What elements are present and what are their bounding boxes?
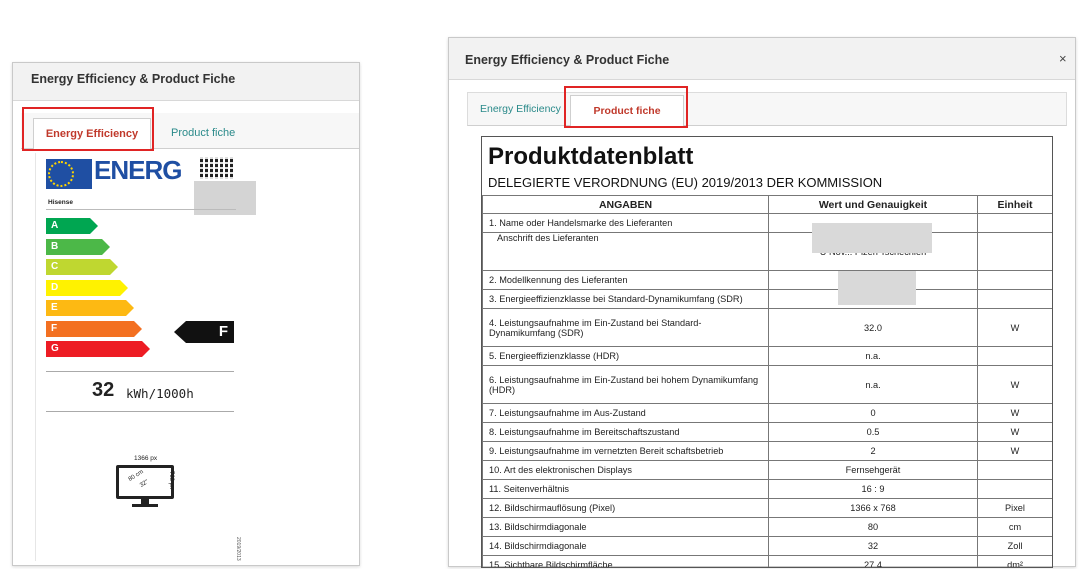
energy-heading: ENERG	[94, 155, 182, 185]
row-value: 0.5	[769, 423, 978, 442]
row-unit: W	[978, 366, 1053, 404]
row-unit	[978, 480, 1053, 499]
row-value: 0	[769, 404, 978, 423]
row-unit: W	[978, 442, 1053, 461]
regulation-code: 2019/2013	[235, 537, 241, 561]
panel-header	[13, 63, 359, 101]
product-fiche-dialog	[448, 37, 1076, 567]
energy-class-bar: F	[46, 321, 134, 337]
table-row	[483, 290, 1053, 309]
divider	[46, 209, 236, 210]
row-label: 9. Leistungsaufnahme im vernetzten Bereit schaftsbetrieb	[483, 442, 769, 461]
row-unit: W	[978, 404, 1053, 423]
energy-class-bar: D	[46, 280, 120, 296]
row-value: 27.4	[769, 556, 978, 569]
table-row	[483, 404, 1053, 423]
energy-efficiency-panel	[12, 62, 360, 566]
column-header: Einheit	[978, 196, 1053, 214]
row-label: 10. Art des elektronischen Displays	[483, 461, 769, 480]
table-row	[483, 480, 1053, 499]
dialog-header	[449, 38, 1075, 80]
row-unit	[978, 233, 1053, 271]
row-unit	[978, 271, 1053, 290]
table-row	[483, 499, 1053, 518]
row-value: 1366 x 768	[769, 499, 978, 518]
row-label: 14. Bildschirmdiagonale	[483, 537, 769, 556]
redacted-area	[838, 271, 916, 305]
table-row	[483, 233, 1053, 271]
row-label: 3. Energieeffizienzklasse bei Standard-Dynamikumfang (SDR)	[483, 290, 769, 309]
close-button[interactable]: ×	[1059, 51, 1067, 66]
row-label: 15. Sichtbare Bildschirmfläche	[483, 556, 769, 569]
table-row	[483, 347, 1053, 366]
energy-class-bar: E	[46, 300, 126, 316]
row-label: 13. Bildschirmdiagonale	[483, 518, 769, 537]
energy-class-bar: A	[46, 218, 90, 234]
row-value: n.a.	[769, 347, 978, 366]
table-row	[483, 442, 1053, 461]
row-unit	[978, 347, 1053, 366]
sheet-subtitle: DELEGIERTE VERORDNUNG (EU) 2019/2013 DER KOMMISSION	[488, 175, 883, 190]
sheet-title: Produktdatenblatt	[488, 143, 694, 170]
rating-indicator: F	[186, 321, 234, 343]
row-label: 11. Seitenverhältnis	[483, 480, 769, 499]
tv-base-icon	[132, 504, 158, 507]
row-value: 32.0	[769, 309, 978, 347]
row-unit: W	[978, 309, 1053, 347]
column-header: Wert und Genauigkeit	[769, 196, 978, 214]
diagonal-inch: 32"	[139, 479, 150, 489]
row-unit	[978, 290, 1053, 309]
redacted-area	[812, 223, 932, 253]
row-label: 1. Name oder Handelsmarke des Lieferanten	[483, 214, 769, 233]
consumption-unit: kWh/1000h	[126, 386, 194, 401]
table-row	[483, 366, 1053, 404]
row-label: 8. Leistungsaufnahme im Bereitschaftszustand	[483, 423, 769, 442]
energy-class-bar: C	[46, 259, 110, 275]
row-label: 7. Leistungsaufnahme im Aus-Zustand	[483, 404, 769, 423]
highlight-box	[564, 86, 688, 128]
row-label: 12. Bildschirmauflösung (Pixel)	[483, 499, 769, 518]
energy-class-bar: G	[46, 341, 142, 357]
row-unit: Zoll	[978, 537, 1053, 556]
table-row	[483, 556, 1053, 569]
row-value: 80	[769, 518, 978, 537]
table-row	[483, 537, 1053, 556]
row-label: 2. Modellkennung des Lieferanten	[483, 271, 769, 290]
table-row	[483, 309, 1053, 347]
row-unit	[978, 461, 1053, 480]
row-value: Fernsehgerät	[769, 461, 978, 480]
row-value: n.a.	[769, 366, 978, 404]
resolution-vertical: 768 px	[168, 471, 174, 490]
tab-energy-efficiency[interactable]: Energy Efficiency	[33, 118, 151, 150]
row-unit: W	[978, 423, 1053, 442]
row-unit: Pixel	[978, 499, 1053, 518]
brand-name: Hisense	[48, 199, 73, 206]
tab-bar	[467, 92, 1067, 126]
tab-product-fiche[interactable]: Product fiche	[570, 95, 684, 127]
table-row	[483, 518, 1053, 537]
highlight-box	[22, 107, 154, 151]
spec-table	[482, 195, 1053, 568]
row-label: 4. Leistungsaufnahme im Ein-Zustand bei Standard-Dynamikumfang (SDR)	[483, 309, 769, 347]
row-value: 2	[769, 442, 978, 461]
row-unit: cm	[978, 518, 1053, 537]
resolution-horizontal: 1366 px	[134, 455, 158, 462]
dialog-title: Energy Efficiency & Product Fiche	[465, 53, 670, 67]
consumption-value: 32	[92, 379, 115, 401]
table-row	[483, 271, 1053, 290]
row-unit	[978, 214, 1053, 233]
table-row	[483, 461, 1053, 480]
row-unit: dm²	[978, 556, 1053, 569]
divider	[46, 371, 234, 372]
row-label: 6. Leistungsaufnahme im Ein-Zustand bei hohem Dynamikumfang (HDR)	[483, 366, 769, 404]
panel-title: Energy Efficiency & Product Fiche	[31, 72, 236, 86]
diagonal-cm: 80 cm	[127, 469, 145, 483]
row-value: 32	[769, 537, 978, 556]
row-label: 5. Energieeffizienzklasse (HDR)	[483, 347, 769, 366]
energy-class-bar: B	[46, 239, 102, 255]
row-value: 16 : 9	[769, 480, 978, 499]
table-row	[483, 423, 1053, 442]
tab-product-fiche[interactable]: Product fiche	[171, 127, 236, 139]
tab-energy-efficiency[interactable]: Energy Efficiency	[480, 103, 561, 115]
row-label: Anschrift des Lieferanten	[483, 233, 769, 271]
column-header: ANGABEN	[483, 196, 769, 214]
divider	[46, 411, 234, 412]
table-row	[483, 214, 1053, 233]
energy-label	[35, 153, 357, 561]
product-data-sheet	[481, 136, 1053, 568]
eu-stars-icon	[48, 161, 74, 187]
qr-code-overlay	[200, 157, 234, 179]
